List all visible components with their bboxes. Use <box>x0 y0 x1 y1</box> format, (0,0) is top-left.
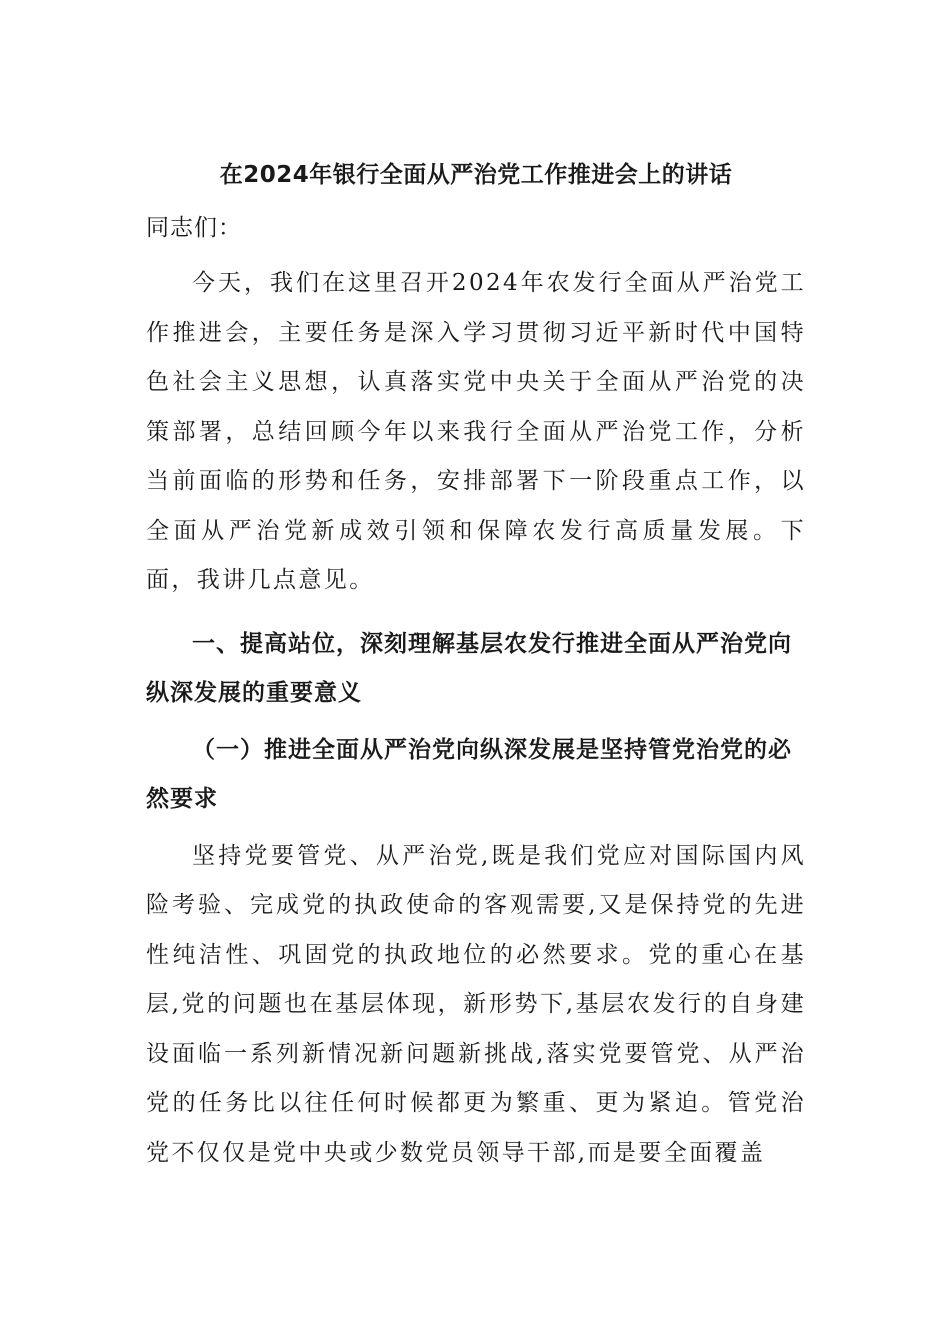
body-paragraph: 坚持党要管党、从严治党,既是我们党应对国际国内风险考验、完成党的执政使命的客观需要,又是保持党的先进性纯洁性、巩固党的执政地位的必然要求。党的重心在基层,党的问题也在基层体现，新形势下,基层农发行的自身建设面临一系列新情况新问题新挑战,落实党要管党、从严治党的任务比以往任何时候都更为繁重、更为紧迫。管党治党不仅仅是党中央或少数党员领导干部,而是要全面覆盖 <box>146 842 806 1166</box>
subsection-heading: （一）推进全面从严治党向纵深发展是坚持管党治党的必然要求 <box>146 736 792 812</box>
section-heading: 一、提高站位，深刻理解基层农发行推进全面从严治党向纵深发展的重要意义 <box>146 630 792 706</box>
intro-paragraph: 今天，我们在这里召开2024年农发行全面从严治党工作推进会，主要任务是深入学习贯彻习近平新时代中国特色社会主义思想，认真落实党中央关于全面从严治党的决策部署，总结回顾今年以来我行全面从严治党工作，分析当前面临的形势和任务，安排部署下一阶段重点工作，以全面从严治党新成效引领和保障农发行高质量发展。下面，我讲几点意见。 <box>146 270 806 593</box>
spacer <box>146 824 806 832</box>
spacer <box>146 718 806 726</box>
spacer <box>146 606 806 620</box>
salutation: 同志们： <box>146 215 242 241</box>
document-page <box>146 146 806 1178</box>
document-title: 在2024年银行全面从严治党工作推进会上的讲话 <box>219 162 733 188</box>
